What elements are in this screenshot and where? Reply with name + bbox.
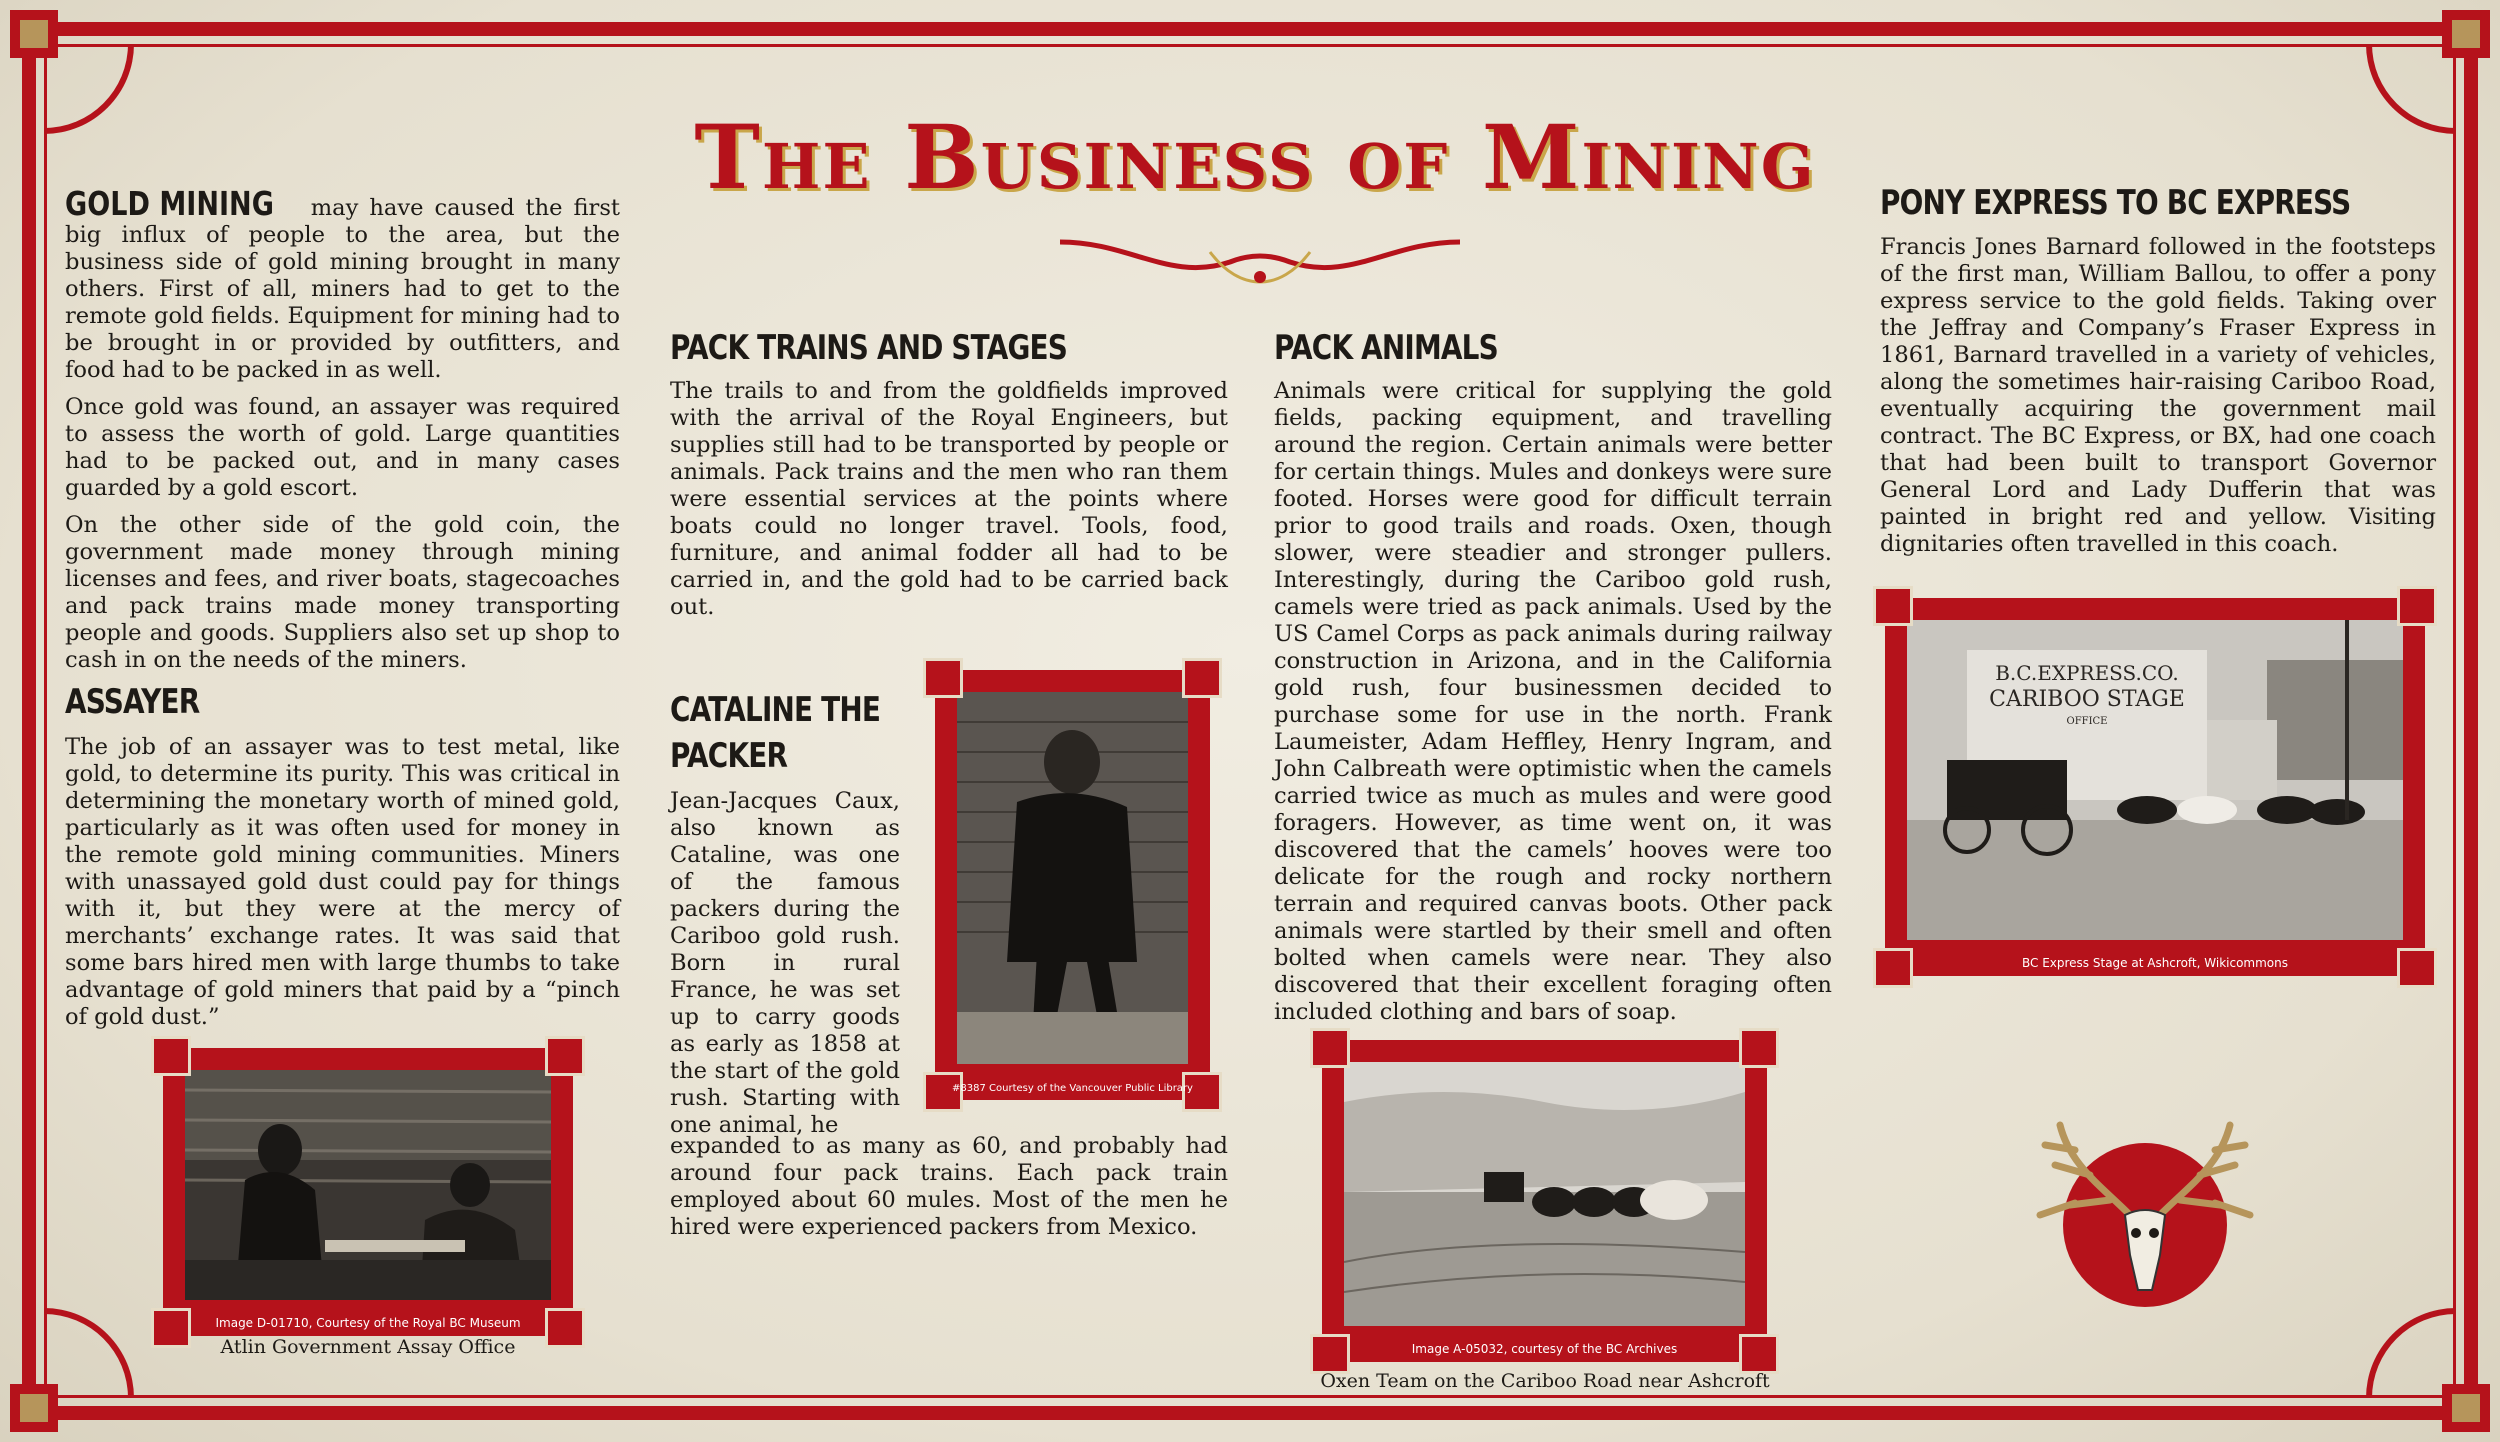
cataline-image [957,692,1188,1064]
stage-sign-line2: CARIBOO STAGE [1989,687,2185,712]
oxen-photo-credit: Image A-05032, courtesy of the BC Archives [1411,1342,1678,1356]
pony-express-heading: PONY EXPRESS TO BC EXPRESS [1880,183,2351,223]
pack-animals-text: Animals were critical for supplying the gold fields, packing equipment, and travelling around the region. Certain animals were better for certain things. Mules and donkeys were sure footed. Horses were good for difficult terrain prior to good trails and roads. Oxen, though slower, were steadier and stronger pullers. Interestingly, during the Cariboo gold rush, camels were tried as pack animals. Used by the US Camel Corps as pack animals during railway construction in Arizona, and in the California gold rush, four businessmen decided to purchase some for use in the north. Frank Laumeister, Adam Heffley, Henry Ingram, and John Calbreath were optimistic when the camels carried twice as much as mules and were good foragers. However, as time went on, it was discovered that the camels’ hooves were too delicate for the rough and rocky northern terrain and required canvas boots. Other pack animals were startled by their smell and often bolted when camels were near. They also discovered that their excellent foraging often included clothing and bars of soap. [1274,378,1832,1025]
bc-express-stage-photo [1885,598,2425,976]
cataline-text-wide: expanded to as many as 60, and probably had around four pack trains. Each pack train employed about 60 mules. Most of the men he hired were experienced packers from Mexico. [670,1133,1228,1240]
assay-photo-caption: Atlin Government Assay Office [220,1336,516,1358]
gold-mining-paragraph-1: may have caused the first big influx of people to the area, but the business side of gold mining brought in many others. First of all, miners had to get to the remote gold fields. Equipment for mining had to be brought in or provided by outfitters, and food had to be packed in as well. [65,195,620,383]
gold-mining-paragraph-3: On the other side of the gold coin, the government made money through mining licenses and fees, and river boats, stagecoaches and pack trains made money transporting people and goods. Suppliers also set up shop to cash in on the needs of the miners. [65,512,620,673]
gold-mining-heading: GOLD MINING [65,184,274,223]
stage-sign-line1: B.C.EXPRESS.CO. [1995,661,2179,685]
assay-photo-credit: Image D-01710, Courtesy of the Royal BC Museum [215,1316,521,1330]
assay-office-image [185,1070,551,1300]
cataline-heading-line1: CATALINE THE [670,690,881,730]
stage-photo-credit: BC Express Stage at Ashcroft, Wikicommons [2021,956,2288,970]
page-title: The Business of Mining [694,105,1816,209]
cataline-text-narrow: Jean-Jacques Caux, also known as Cataline, was one of the famous packers during the Cariboo gold rush. Born in rural France, he was set up to carry goods as early as 1858 at the start of the gold rush. Starting with one animal, he [670,788,900,1138]
bc-express-stage-image [1907,620,2403,940]
assayer-text: The job of an assayer was to test metal, like gold, to determine its purity. This was critical in determining the monetary worth of mined gold, particularly as it was often used for money in the remote gold mining communities. Miners with unassayed gold dust could pay for things with it, but they were at the mercy of merchants’ exchange rates. It was said that some bars hired men with large thumbs to take advantage of gold miners that paid by a “pinch of gold dust.” [65,734,620,1030]
pack-trains-heading: PACK TRAINS AND STAGES [670,328,1068,368]
cataline-photo-credit: #8387 Courtesy of the Vancouver Public Library [952,1083,1193,1094]
pack-animals-heading: PACK ANIMALS [1274,328,1498,368]
pack-trains-text: The trails to and from the goldfields improved with the arrival of the Royal Engineers, but supplies still had to be transported by people or animals. Pack trains and the men who ran them were essential services at the points where boats could no longer travel. Tools, food, furniture, and animal fodder all had to be carried in, and the gold had to be carried back out. [670,378,1228,620]
stage-sign-line3: OFFICE [2066,716,2108,727]
gold-mining-section [65,184,620,684]
oxen-team-photo [1322,1040,1767,1362]
title-flourish [1050,222,1470,292]
oxen-team-image [1344,1062,1745,1326]
oxen-photo-caption: Oxen Team on the Cariboo Road near Ashcroft [1320,1370,1770,1392]
gold-mining-paragraph-2: Once gold was found, an assayer was required to assess the worth of gold. Large quantities had to be packed out, and in many cases guarded by a gold escort. [65,394,620,501]
cataline-photo [935,670,1210,1100]
pony-express-text: Francis Jones Barnard followed in the footsteps of the first man, William Ballou, to offer a pony express service to the gold fields. Taking over the Jeffray and Company’s Fraser Express in 1861, Barnard travelled in a variety of vehicles, along the sometimes hair-raising Cariboo Road, eventually acquiring the government mail contract. The BC Express, or BX, had one coach that had been built to transport Governor General Lord and Lady Dufferin that was painted in bright red and yellow. Visiting dignitaries often travelled in this coach. [1880,234,2436,557]
elk-skull-logo [2030,1105,2260,1335]
assayer-heading: ASSAYER [65,682,200,722]
cataline-heading-line2: PACKER [670,736,788,776]
assay-office-photo [163,1048,573,1336]
